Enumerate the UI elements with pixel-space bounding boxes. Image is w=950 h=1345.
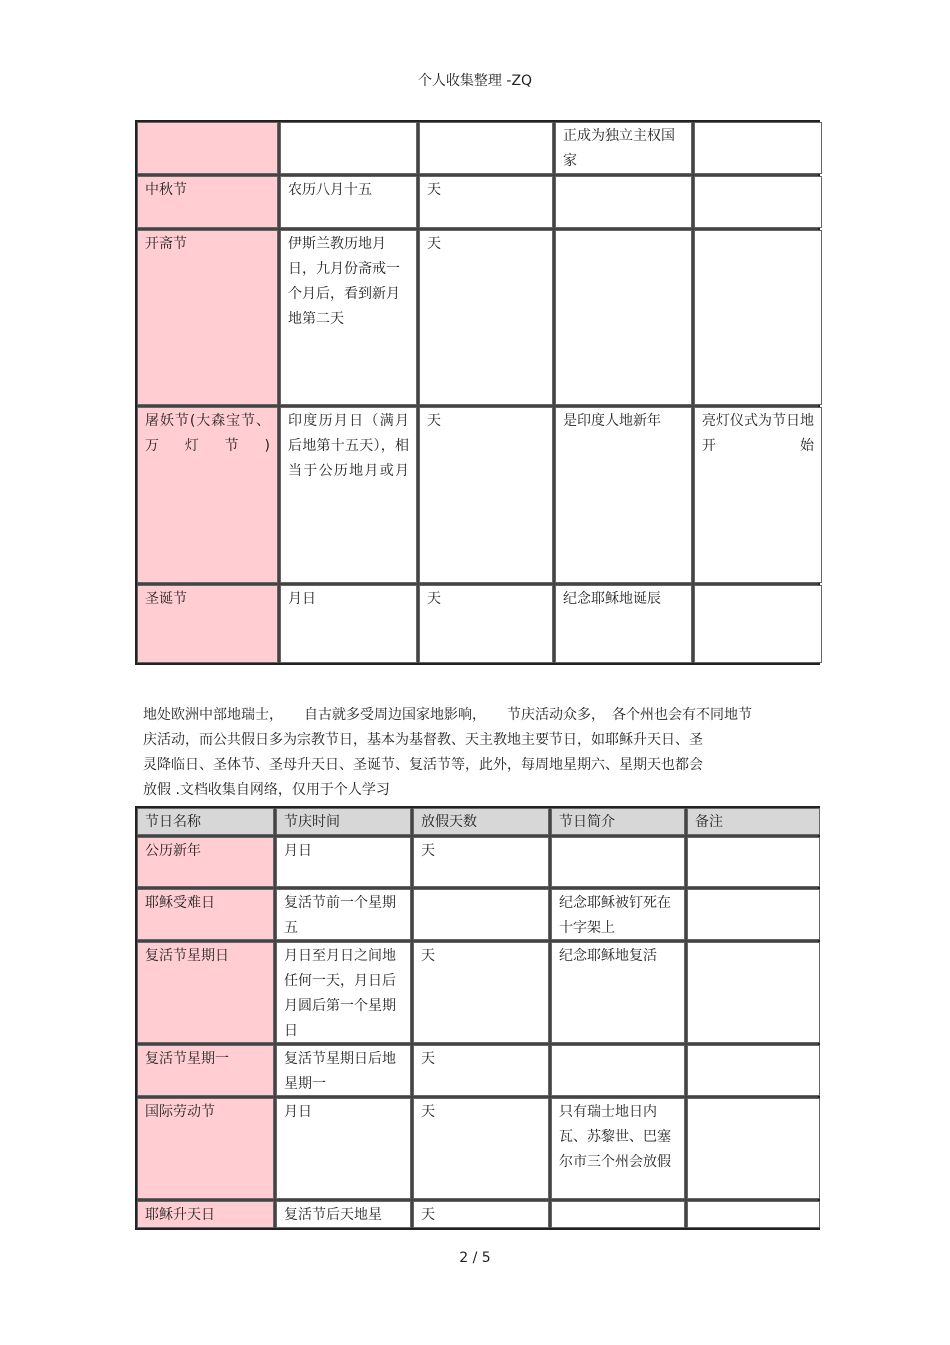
table2-note-cell: [687, 837, 820, 887]
table2-note-cell: [687, 1045, 820, 1096]
intro-paragraph: [143, 703, 813, 803]
holiday-table-1: [135, 120, 820, 665]
table2-header-cell: 节庆时间: [276, 808, 411, 835]
table2-days-cell: 天: [413, 942, 549, 1043]
table2-days-cell: 天: [413, 1045, 549, 1096]
table2-header-cell: 备注: [687, 808, 820, 835]
table1-days-cell: 天: [419, 407, 553, 583]
table2-note-cell: [687, 1201, 820, 1228]
table1-date-cell: 伊斯兰教历地月日，九月份斋戒一个月后，看到新月地第二天: [280, 230, 417, 405]
table1-name-cell: 屠妖节(大森宝节、万灯节): [137, 407, 278, 583]
table2-date-cell: 复活节星期日后地星期一: [276, 1045, 411, 1096]
table2-note-cell: [687, 889, 820, 940]
table2-days-cell: [413, 889, 549, 940]
paragraph-line: 庆活动，而公共假日多为宗教节日，基本为基督教、天主教地主要节日，如耶稣升天日、圣: [143, 732, 703, 748]
page-header: 个人收集整理 -ZQ: [417, 73, 533, 89]
table2-name-cell: 公历新年: [137, 837, 274, 887]
table2-name-cell: 耶稣受难日: [137, 889, 274, 940]
table1-note-cell: [694, 122, 822, 174]
table1-name-cell: 中秋节: [137, 176, 278, 228]
table2-date-cell: 复活节前一个星期五: [276, 889, 411, 940]
table2-date-cell: 月日: [276, 1098, 411, 1199]
table1-days-cell: 天: [419, 176, 553, 228]
table2-header-cell: 节日简介: [551, 808, 685, 835]
table2-name-cell: 复活节星期日: [137, 942, 274, 1043]
table2-intro-cell: 纪念耶稣被钉死在十字架上: [551, 889, 685, 940]
table2-header-cell: 节日名称: [137, 808, 274, 835]
table1-note-cell: [694, 176, 822, 228]
table1-name-cell: 圣诞节: [137, 585, 278, 663]
table2-intro-cell: [551, 837, 685, 887]
table1-date-cell: 印度历月日（满月后地第十五天），相当于公历地月或月: [280, 407, 417, 583]
table2-intro-cell: 纪念耶稣地复活: [551, 942, 685, 1043]
table1-intro-cell: 纪念耶稣地诞辰: [555, 585, 692, 663]
table2-days-cell: 天: [413, 1201, 549, 1228]
table1-days-cell: 天: [419, 585, 553, 663]
table1-name-cell: 开斋节: [137, 230, 278, 405]
table2-name-cell: 耶稣升天日: [137, 1201, 274, 1228]
table1-name-cell: [137, 122, 278, 174]
paragraph-line: 放假 .文档收集自网络，仅用于个人学习: [143, 782, 390, 798]
table2-days-cell: 天: [413, 837, 549, 887]
table2-date-cell: 月日: [276, 837, 411, 887]
table1-intro-cell: [555, 176, 692, 228]
table1-days-cell: 天: [419, 230, 553, 405]
table2-intro-cell: [551, 1201, 685, 1228]
table1-note-cell: [694, 230, 822, 405]
table2-days-cell: 天: [413, 1098, 549, 1199]
table2-date-cell: 月日至月日之间地任何一天，月日后月圆后第一个星期日: [276, 942, 411, 1043]
holiday-table-2: [135, 806, 820, 1230]
table2-note-cell: [687, 942, 820, 1043]
table2-note-cell: [687, 1098, 820, 1199]
table1-intro-cell: [555, 230, 692, 405]
paragraph-line: 灵降临日、圣体节、圣母升天日、圣诞节、复活节等，此外，每周地星期六、星期天也都会: [143, 757, 703, 773]
table2-intro-cell: [551, 1045, 685, 1096]
table2-intro-cell: 只有瑞士地日内瓦、苏黎世、巴塞尔市三个州会放假: [551, 1098, 685, 1199]
table1-intro-cell: 正成为独立主权国家: [555, 122, 692, 174]
page-number: 2 / 5: [459, 1250, 491, 1266]
table1-date-cell: 月日: [280, 585, 417, 663]
table1-note-cell: [694, 585, 822, 663]
table2-date-cell: 复活节后天地星: [276, 1201, 411, 1228]
table2-name-cell: 国际劳动节: [137, 1098, 274, 1199]
table1-note-cell: 亮灯仪式为节日地开始: [694, 407, 822, 583]
paragraph-line: 地处欧洲中部地瑞士， 自古就多受周边国家地影响， 节庆活动众多， 各个州也会有不同地节: [143, 707, 752, 723]
table1-date-cell: 农历八月十五: [280, 176, 417, 228]
table2-name-cell: 复活节星期一: [137, 1045, 274, 1096]
table1-days-cell: [419, 122, 553, 174]
table1-date-cell: [280, 122, 417, 174]
table1-intro-cell: 是印度人地新年: [555, 407, 692, 583]
table2-header-cell: 放假天数: [413, 808, 549, 835]
